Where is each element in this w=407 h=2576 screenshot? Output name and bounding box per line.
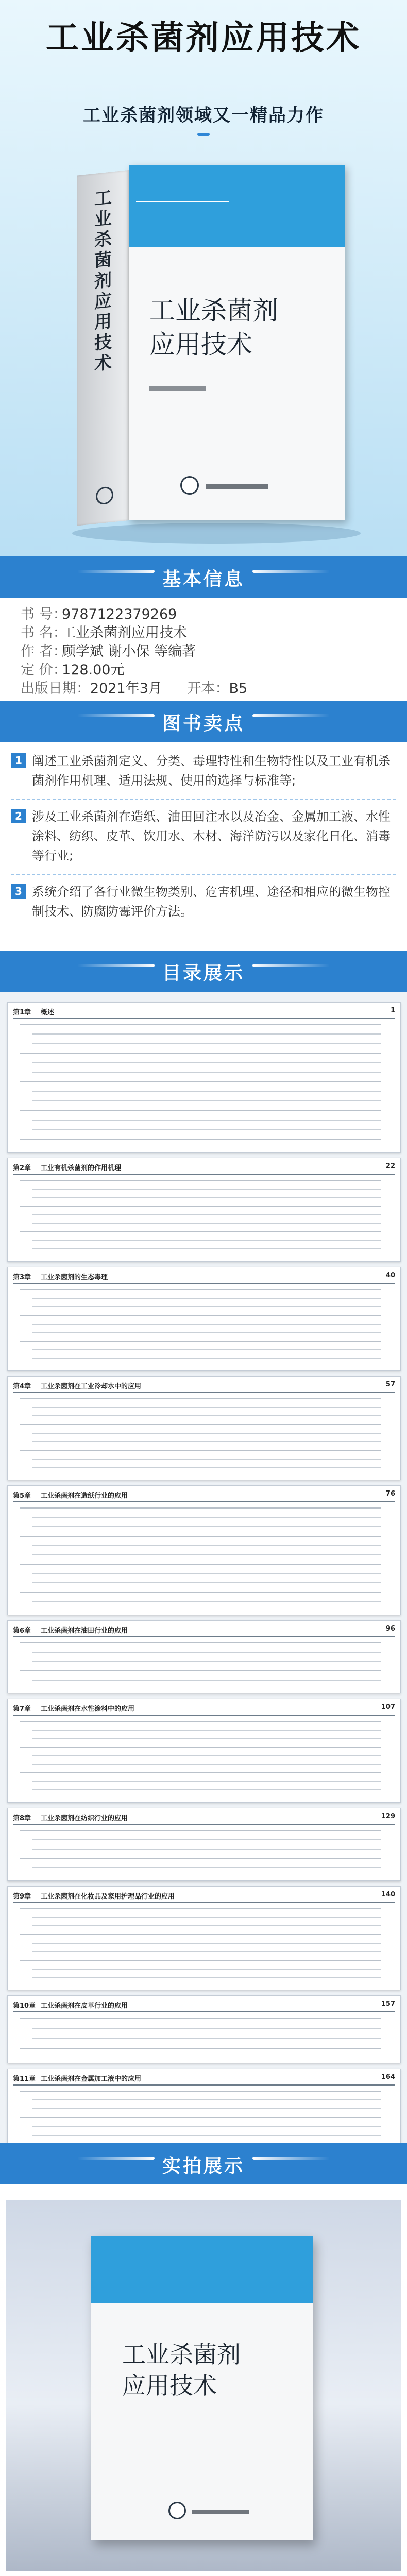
toc-entry-line: [32, 1554, 381, 1555]
toc-entry-line: [32, 1601, 381, 1602]
point-number-badge: 2: [11, 809, 26, 823]
cover-color-band: [129, 165, 345, 247]
hero-section: [0, 0, 407, 556]
toc-chapter-header: [13, 2073, 395, 2086]
info-value: 工业杀菌剂应用技术: [62, 625, 187, 641]
toc-entry-line: [20, 1341, 381, 1342]
publisher-logo-icon: [168, 2502, 186, 2519]
photo-cover-title: [122, 2339, 241, 2401]
toc-entry-line: [32, 1459, 381, 1460]
point-number-badge: 1: [11, 753, 26, 768]
toc-entry-line: [20, 2117, 381, 2118]
toc-entry-line: [20, 1747, 381, 1748]
toc-entry-line: [32, 1755, 381, 1756]
toc-entry-line: [20, 1960, 381, 1961]
toc-entry-line: [20, 1858, 381, 1859]
toc-chapter-page: 40: [385, 1272, 395, 1279]
toc-entry-line: [20, 1398, 381, 1399]
toc-chapter-page: 96: [385, 1625, 395, 1633]
toc-entry-line: [20, 1450, 381, 1451]
cover-color-band: [91, 2236, 313, 2303]
toc-entry-line: [32, 1545, 381, 1546]
toc-chapter-panel: [7, 1267, 401, 1371]
toc-chapter-panel: [7, 1620, 401, 1693]
book-spine: [77, 170, 129, 526]
toc-entry-line: [20, 1024, 381, 1025]
toc-entry-line: [32, 1730, 381, 1731]
toc-entry-line: [32, 1415, 381, 1416]
toc-chapter-header: [13, 1703, 395, 1716]
toc-entry-line: [32, 1248, 381, 1249]
toc-entry-line: [20, 1721, 381, 1722]
toc-entry-line: [32, 1738, 381, 1739]
point-divider: [11, 874, 396, 875]
cover-title: [149, 294, 278, 362]
cover-band-rule: [136, 201, 229, 202]
toc-entry-line: [32, 1240, 381, 1241]
toc-chapter-title: 工业杀菌剂的生态毒理: [41, 1274, 108, 1281]
info-value: 2021年3月: [90, 681, 162, 697]
toc-chapter-panel: [7, 1886, 401, 1990]
toc-entry-line: [32, 1680, 381, 1681]
toc-entry-line: [32, 1977, 381, 1978]
toc-entry-line: [20, 1642, 381, 1643]
info-format-value: B5: [229, 681, 248, 697]
toc-entry-line: [32, 1652, 381, 1653]
toc-entry-line: [32, 1582, 381, 1583]
toc-chapter-number: 第8章: [13, 1815, 31, 1822]
toc-entry-line: [32, 1197, 381, 1198]
hero-slogan: 工业杀菌剂领域又一精品力作: [83, 105, 324, 126]
toc-chapter-header: [13, 1812, 395, 1825]
toc-chapter-number: 第7章: [13, 1705, 31, 1713]
section-title: 基本信息: [162, 569, 245, 590]
toc-entry-line: [20, 1424, 381, 1425]
info-price: [21, 658, 124, 679]
toc-entry-line: [32, 1839, 381, 1840]
toc-entry-line: [32, 1969, 381, 1970]
toc-chapter-header: [13, 1381, 395, 1393]
toc-entry-line: [20, 1180, 381, 1181]
toc-entry-line: [32, 1043, 381, 1044]
toc-chapter-page: 22: [385, 1162, 395, 1170]
toc-chapter-panel: [7, 1376, 401, 1480]
toc-chapter-number: 第2章: [13, 1164, 31, 1172]
toc-entry-line: [20, 2048, 381, 2049]
toc-chapter-title: 工业杀菌剂在纺织行业的应用: [41, 1815, 128, 1822]
toc-entry-line: [32, 1100, 381, 1101]
toc-entry-line: [32, 2028, 381, 2029]
selling-points-section: [0, 742, 407, 951]
toc-chapter-number: 第5章: [13, 1492, 31, 1500]
hero-title: 工业杀菌剂应用技术: [46, 19, 361, 57]
toc-entry-line: [20, 1053, 381, 1054]
toc-chapter-number: 第9章: [13, 1893, 31, 1901]
toc-entry-line: [20, 1289, 381, 1290]
photos-section: [0, 2184, 407, 2576]
toc-chapter-panel: [7, 1485, 401, 1615]
toc-chapter-header: [13, 1007, 395, 1019]
toc-entry-line: [32, 1120, 381, 1121]
section-header-toc: [0, 951, 407, 992]
toc-entry-line: [32, 1072, 381, 1073]
section-header-photos: [0, 2143, 407, 2184]
cover-title-line1: 工业杀菌剂: [122, 2341, 241, 2368]
toc-entry-line: [32, 1214, 381, 1215]
toc-entry-line: [32, 1062, 381, 1063]
toc-entry-line: [32, 1467, 381, 1468]
point-text: 阐述工业杀菌剂定义、分类、毒理特性和生物特性以及工业有机杀菌剂作用机理、适用法规、使用的选择与标准等;: [32, 754, 391, 788]
toc-entry-line: [32, 1517, 381, 1518]
info-label: 出版日期：: [21, 681, 90, 697]
toc-chapter-title: 概述: [41, 1009, 55, 1016]
toc-chapter-header: [13, 1891, 395, 1903]
publisher-logo-icon: [180, 476, 199, 495]
section-title: 实拍展示: [162, 2156, 245, 2177]
toc-chapter-number: 第4章: [13, 1383, 31, 1391]
toc-entry-line: [20, 1830, 381, 1831]
toc-entry-line: [32, 1764, 381, 1765]
book-shadow: [72, 523, 361, 544]
toc-chapter-page: 76: [385, 1490, 395, 1498]
toc-entry-line: [32, 2038, 381, 2039]
toc-chapter-panel: [7, 1808, 401, 1881]
toc-chapter-header: [13, 1490, 395, 1502]
section-header-selling-points: [0, 701, 407, 742]
toc-entry-line: [32, 1925, 381, 1926]
toc-chapter-title: 工业杀菌剂在皮革行业的应用: [41, 2002, 128, 2010]
toc-entry-line: [32, 1917, 381, 1918]
info-label: 定 价：: [21, 662, 67, 678]
info-value: 9787122379269: [62, 606, 177, 622]
info-author: [21, 640, 196, 660]
toc-chapter-panel: [7, 1002, 401, 1153]
cover-title-line2: 应用技术: [149, 330, 252, 360]
toc-section: [0, 992, 407, 2143]
info-label: 作 者：: [21, 643, 67, 659]
toc-entry-line: [32, 1849, 381, 1850]
toc-entry-line: [20, 2018, 381, 2019]
toc-entry-line: [20, 1139, 381, 1140]
toc-chapter-title: 工业杀菌剂在金属加工液中的应用: [41, 2075, 142, 2083]
toc-entry-line: [20, 1934, 381, 1935]
toc-entry-line: [20, 1231, 381, 1232]
toc-chapter-number: 第6章: [13, 1627, 31, 1635]
toc-chapter-page: 164: [381, 2073, 395, 2081]
toc-entry-line: [32, 1526, 381, 1527]
cover-authors: [149, 386, 206, 391]
toc-entry-line: [32, 2135, 381, 2136]
toc-entry-line: [32, 1324, 381, 1325]
info-isbn: [21, 603, 177, 623]
cover-publisher: [206, 484, 268, 489]
toc-entry-line: [32, 1298, 381, 1299]
hero-divider: [197, 133, 210, 136]
toc-chapter-title: 工业杀菌剂在油田行业的应用: [41, 1627, 128, 1635]
toc-entry-line: [32, 1332, 381, 1333]
toc-entry-line: [32, 1789, 381, 1790]
info-label: 书 号：: [21, 606, 67, 622]
spine-title: 工业杀菌剂应用技术: [94, 187, 112, 375]
point-divider: [11, 799, 396, 800]
info-format-label: 开本：: [187, 681, 229, 697]
info-value: 顾学斌 谢小保 等编著: [62, 643, 196, 659]
toc-chapter-header: [13, 1162, 395, 1175]
toc-chapter-title: 工业杀菌剂在造纸行业的应用: [41, 1492, 128, 1500]
toc-entry-line: [32, 1867, 381, 1868]
toc-chapter-title: 工业杀菌剂在水性涂料中的应用: [41, 1705, 135, 1713]
toc-entry-line: [32, 2108, 381, 2109]
toc-entry-line: [20, 1110, 381, 1111]
cover-publisher: [192, 2510, 249, 2514]
point-number-badge: 3: [11, 884, 26, 899]
toc-entry-line: [20, 1592, 381, 1593]
toc-chapter-title: 工业杀菌剂在化妆品及家用护理品行业的应用: [41, 1893, 175, 1901]
section-title: 图书卖点: [162, 713, 245, 734]
toc-chapter-header: [13, 1625, 395, 1637]
toc-chapter-page: 1: [390, 1007, 395, 1014]
toc-entry-line: [20, 1536, 381, 1537]
toc-entry-line: [20, 2091, 381, 2092]
toc-chapter-number: 第1章: [13, 1009, 31, 1016]
toc-chapter-title: 工业有机杀菌剂的作用机理: [41, 1164, 122, 1172]
spine-publisher-logo-icon: [96, 486, 113, 505]
toc-entry-line: [32, 1433, 381, 1434]
toc-entry-line: [32, 1573, 381, 1574]
toc-entry-line: [32, 1033, 381, 1035]
toc-chapter-header: [13, 1272, 395, 1284]
toc-chapter-header: [13, 2000, 395, 2012]
toc-entry-line: [20, 1772, 381, 1773]
info-title: [21, 621, 187, 641]
toc-entry-line: [32, 2126, 381, 2127]
toc-entry-line: [32, 1781, 381, 1782]
section-header-basic-info: [0, 556, 407, 598]
toc-entry-line: [32, 1441, 381, 1442]
info-publish-date: [21, 677, 247, 697]
toc-chapter-number: 第10章: [13, 2002, 36, 2010]
toc-entry-line: [20, 1908, 381, 1909]
photo-book: [91, 2236, 313, 2540]
toc-chapter-page: 129: [381, 1812, 395, 1820]
point-text: 涉及工业杀菌剂在造纸、油田回注水以及冶金、金属加工液、水性涂料、纺织、皮革、饮用水、木材、海洋防污以及家化日化、消毒等行业;: [32, 809, 391, 863]
hero-book-image: [77, 149, 345, 520]
toc-entry-line: [32, 1189, 381, 1190]
toc-entry-line: [32, 1951, 381, 1952]
toc-entry-line: [32, 1091, 381, 1092]
toc-entry-line: [32, 1306, 381, 1307]
toc-chapter-number: 第3章: [13, 1274, 31, 1281]
info-value: 128.00元: [62, 662, 125, 678]
info-label: 书 名：: [21, 625, 67, 641]
toc-chapter-panel: [7, 1995, 401, 2063]
photo-front-cover: [6, 2200, 401, 2571]
toc-chapter-panel: [7, 1699, 401, 1803]
toc-chapter-number: 第11章: [13, 2075, 36, 2083]
toc-chapter-page: 140: [381, 1891, 395, 1899]
toc-chapter-page: 157: [381, 2000, 395, 2008]
toc-entry-line: [20, 1206, 381, 1207]
point-text: 系统介绍了各行业微生物类别、危害机理、途径和相应的微生物控制技术、防腐防霉评价方法。: [32, 885, 391, 919]
toc-chapter-page: 107: [381, 1703, 395, 1711]
toc-entry-line: [32, 1349, 381, 1350]
toc-entry-line: [32, 1943, 381, 1944]
toc-entry-line: [32, 2099, 381, 2100]
toc-entry-line: [20, 1315, 381, 1316]
toc-chapter-page: 57: [385, 1381, 395, 1388]
section-title: 目录展示: [162, 963, 245, 984]
toc-chapter-title: 工业杀菌剂在工业冷却水中的应用: [41, 1383, 142, 1391]
toc-entry-line: [32, 1129, 381, 1130]
cover-title-line1: 工业杀菌剂: [149, 296, 278, 326]
book-front-cover: [129, 165, 345, 520]
toc-chapter-panel: [7, 1158, 401, 1262]
toc-entry-line: [20, 1507, 381, 1509]
toc-entry-line: [20, 1670, 381, 1671]
cover-title-line2: 应用技术: [122, 2371, 217, 2399]
toc-entry-line: [32, 1358, 381, 1359]
toc-entry-line: [32, 1407, 381, 1408]
toc-entry-line: [32, 1223, 381, 1224]
toc-entry-line: [32, 1661, 381, 1662]
toc-entry-line: [20, 1081, 381, 1082]
basic-info-section: [0, 598, 407, 701]
toc-entry-line: [20, 1564, 381, 1565]
